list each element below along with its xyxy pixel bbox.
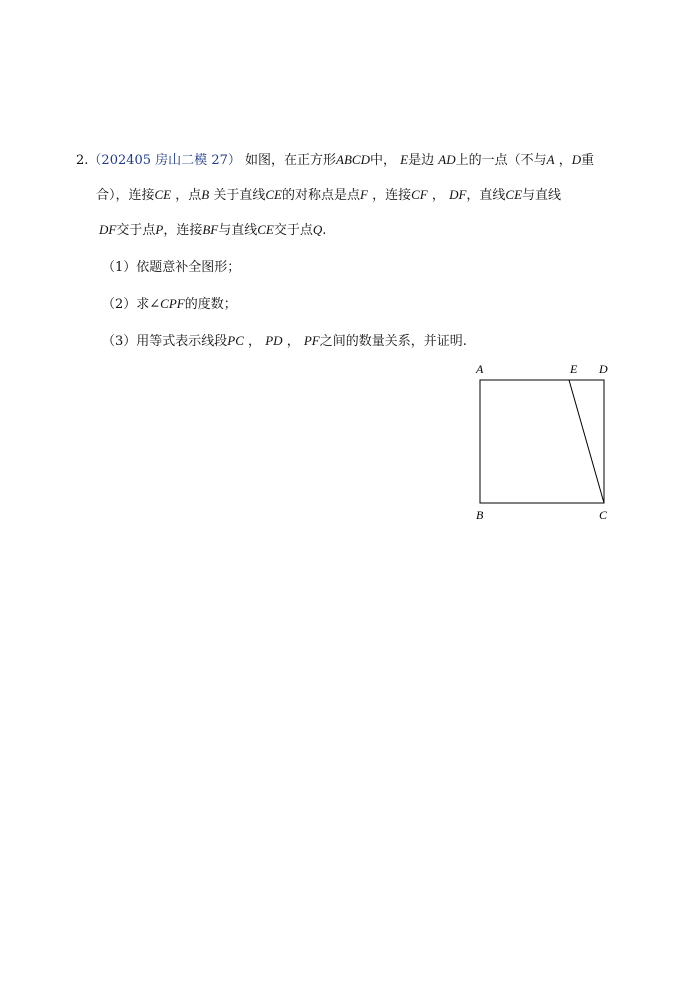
math-A: A xyxy=(546,152,555,167)
math-DF: DF xyxy=(99,222,117,237)
math-CE: CE xyxy=(265,187,283,202)
subquestion-2 xyxy=(102,295,237,314)
math-CE: CE xyxy=(505,187,523,202)
source-close: ） xyxy=(227,153,241,168)
label-C: C xyxy=(599,508,608,522)
q1-text: （1）依题意补全图形； xyxy=(102,260,241,275)
math-DF: DF xyxy=(449,187,467,202)
source-open: （ xyxy=(88,153,102,168)
math-CE: CE xyxy=(257,222,274,237)
math-B: B xyxy=(201,187,210,202)
text: （3）用等式表示线段 xyxy=(102,334,228,349)
text: 交于点 xyxy=(273,223,313,238)
text: 之间的数量关系，并证明. xyxy=(319,334,467,349)
label-A: A xyxy=(476,362,484,376)
math-PC: PC xyxy=(227,333,244,348)
math-CF: CF xyxy=(411,187,428,202)
text: （2）求∠ xyxy=(102,297,161,312)
math-D: D xyxy=(571,152,582,167)
math-AD: AD xyxy=(438,152,456,167)
text: ，连接 xyxy=(163,223,203,238)
problem-source: 202405 房山二模 27 xyxy=(101,153,228,168)
text: ， xyxy=(286,334,300,349)
text: 重 xyxy=(581,153,595,168)
text: 与直线 xyxy=(218,223,258,238)
math-ABCD: ABCD xyxy=(336,152,370,167)
math-F: F xyxy=(360,187,368,202)
text: . xyxy=(322,223,327,238)
text: 的度数； xyxy=(184,297,237,312)
text: 与直线 xyxy=(522,188,562,203)
math-CE: CE xyxy=(154,187,172,202)
text: ，直线 xyxy=(466,188,506,203)
math-BF: BF xyxy=(202,222,219,237)
text: ，连接 xyxy=(372,188,412,203)
text: 如图，在正方形 xyxy=(245,153,337,168)
text: 的对称点是点 xyxy=(282,188,361,203)
text: ， xyxy=(248,334,262,349)
problem-number: 2. xyxy=(76,153,89,168)
geometry-figure xyxy=(468,358,618,528)
label-E: E xyxy=(570,362,578,376)
text: 是边 xyxy=(408,153,435,168)
problem-line-3 xyxy=(99,221,326,240)
math-PD: PD xyxy=(265,333,283,348)
subquestion-3 xyxy=(102,332,467,351)
label-D: D xyxy=(599,362,608,376)
text: ，点 xyxy=(175,188,202,203)
problem-line-2 xyxy=(96,186,561,205)
square-ABCD xyxy=(480,380,604,503)
math-E: E xyxy=(400,152,409,167)
text: 合），连接 xyxy=(96,188,155,203)
text: 关于直线 xyxy=(209,188,266,203)
text: ， xyxy=(431,188,445,203)
math-Q: Q xyxy=(312,222,323,237)
text: ， xyxy=(558,153,572,168)
text: 交于点 xyxy=(116,223,156,238)
text: 中， xyxy=(369,153,396,168)
math-P: P xyxy=(155,222,164,237)
subquestion-1 xyxy=(102,259,240,277)
segment-CE xyxy=(569,380,604,503)
text: 上的一点（不与 xyxy=(455,153,547,168)
problem-line-1 xyxy=(76,151,594,170)
label-B: B xyxy=(476,508,484,522)
math-CPF: CPF xyxy=(160,296,185,311)
math-PF: PF xyxy=(303,333,320,348)
